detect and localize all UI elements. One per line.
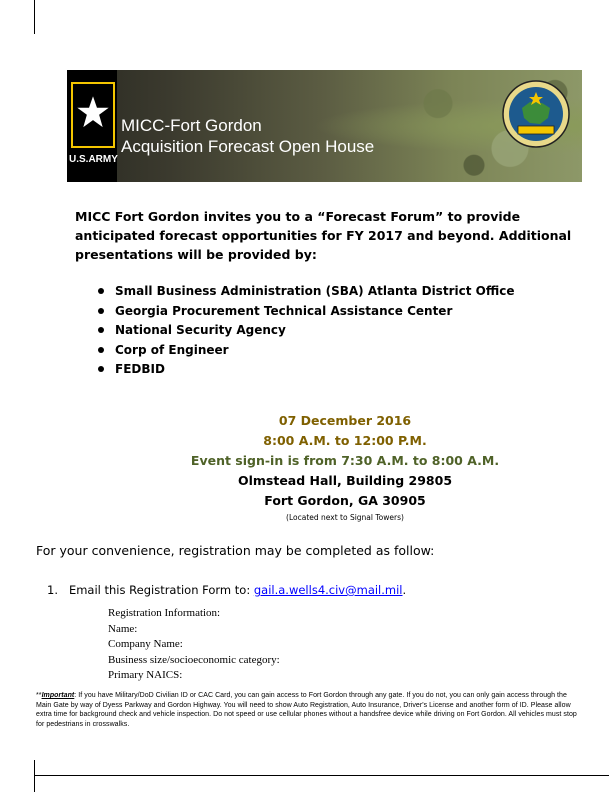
bullet-icon: [98, 366, 104, 372]
presenter-list: [95, 282, 514, 380]
page-border-line: [34, 0, 35, 34]
bullet-icon: [98, 327, 104, 333]
step-number: 1.: [47, 583, 58, 597]
registration-info-title: Registration Information:: [108, 607, 221, 619]
important-label: Important: [41, 692, 75, 699]
header-banner: [67, 70, 582, 182]
list-item: FEDBID: [95, 360, 514, 380]
event-details: [180, 411, 510, 525]
event-date: 07 December 2016: [278, 413, 412, 428]
micc-seal-icon: [500, 78, 572, 150]
intro-paragraph: MICC Fort Gordon invites you to a “Forecast Forum” to provide anticipated forecast opportunities for FY 2017 and beyond. Additional presentations will be provided by:: [75, 209, 572, 262]
step-suffix: .: [402, 583, 407, 597]
important-text: : If you have Military/DoD Civilian ID or CAC Card, you can gain access to Fort Gordon through any gate. If you do not, you can only gain access through the Main Gate by way of Dyess Parkway and Gordon Highway. You will need to show Auto Registration, Auto Insurance, Driver's License and another form of ID. Please allow extra time for background check and vehicle inspection. Do not speed or use cellular phones without a handsfree device while driving on Fort Gordon. All vehicles must stop for pedestrians in crosswalks.: [36, 692, 577, 728]
list-item: Corp of Engineer: [95, 341, 514, 361]
step-text: Email this Registration Form to:: [68, 583, 251, 597]
event-time: 8:00 A.M. to 12:00 P.M.: [263, 433, 427, 448]
important-notice: [36, 691, 581, 729]
registration-step: [47, 582, 406, 598]
banner-title: [121, 115, 374, 157]
event-location: Olmstead Hall, Building 29805: [237, 473, 453, 488]
page-border-line: [34, 760, 35, 792]
army-logo-text: U.S.ARMY: [69, 154, 118, 165]
registration-field: Business size/socioeconomic category:: [108, 653, 280, 666]
army-star-icon: [71, 82, 115, 148]
registration-field: Name:: [108, 622, 138, 635]
registration-intro: For your convenience, registration may be completed as follow:: [36, 543, 435, 558]
banner-title-line2: Acquisition Forecast Open House: [121, 137, 375, 156]
important-prefix: **: [36, 692, 42, 699]
registration-field: Primary NAICS:: [108, 669, 183, 681]
army-logo: [67, 70, 117, 182]
list-item: Georgia Procurement Technical Assistance Center: [95, 302, 514, 322]
event-signin: Event sign-in is from 7:30 A.M. to 8:00 A.M.: [190, 453, 500, 468]
bullet-icon: [98, 347, 104, 353]
banner-title-line1: MICC-Fort Gordon: [121, 116, 262, 135]
bullet-icon: [98, 288, 104, 294]
list-item: National Security Agency: [95, 321, 514, 341]
event-city: Fort Gordon, GA 30905: [264, 493, 426, 508]
registration-field: Company Name:: [108, 638, 183, 650]
bullet-icon: [98, 308, 104, 314]
registration-info: [108, 606, 280, 684]
list-item: Small Business Administration (SBA) Atlanta District Office: [95, 282, 514, 302]
page-border-line: [34, 775, 609, 776]
email-link[interactable]: gail.a.wells4.civ@mail.mil: [253, 583, 403, 597]
event-location-note: (Located next to Signal Towers): [286, 513, 404, 522]
